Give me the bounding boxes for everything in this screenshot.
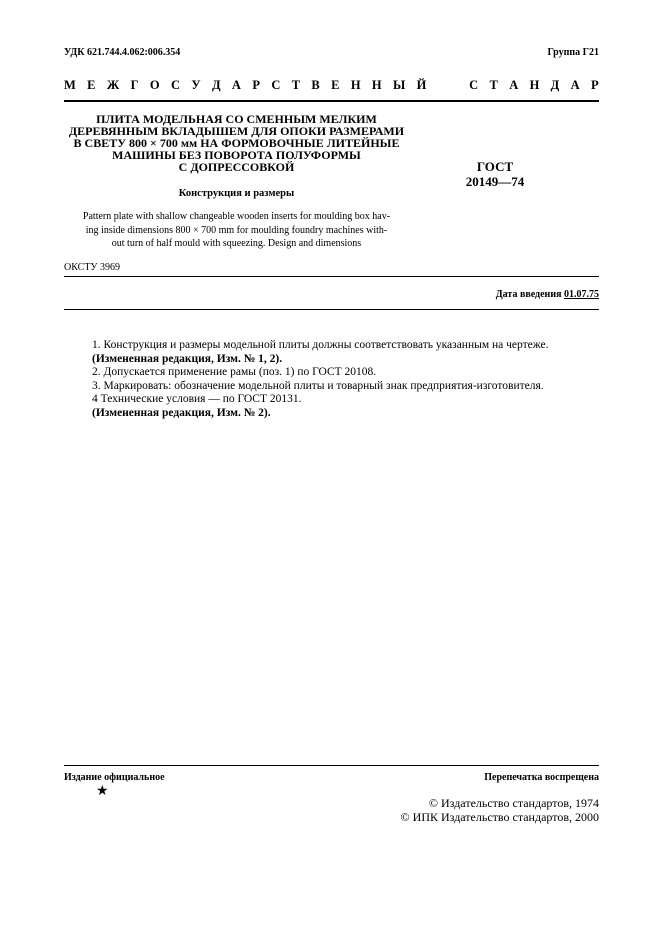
title-line: С ДОПРЕССОВКОЙ [178, 160, 295, 174]
banner-letter: Е [331, 78, 340, 92]
banner-letter: Т [291, 78, 301, 92]
document-title-en [62, 210, 411, 251]
copyright-1974: © Издательство стандартов, 1974 [428, 796, 599, 810]
reprint-prohibited-label: Перепечатка воспрещена [484, 772, 599, 783]
banner-letter: Ы [393, 78, 406, 92]
title-line: МАШИНЫ БЕЗ ПОВОРОТА ПОЛУФОРМЫ [112, 148, 361, 162]
title-line: В СВЕТУ 800 × 700 мм НА ФОРМОВОЧНЫЕ ЛИТЕЙНЫЕ [73, 136, 400, 150]
document-subtitle: Конструкция и размеры [178, 188, 295, 199]
revision-note: (Измененная редакция, Изм. № 1, 2). [92, 352, 283, 365]
document-body [92, 339, 602, 420]
title-line: ПЛИТА МОДЕЛЬНАЯ СО СМЕННЫМ МЕЛКИМ [96, 112, 377, 126]
banner-letter: М [64, 78, 76, 92]
copyright-2000: © ИПК Издательство стандартов, 2000 [400, 810, 599, 824]
title-en-line: out turn of half mould with squeezing. Design and dimensions [111, 238, 362, 249]
banner-letter: Й [416, 78, 427, 92]
okstu-code: ОКСТУ 3969 [64, 262, 121, 273]
banner-letter: Т [489, 78, 498, 92]
banner-letter: Н [350, 78, 361, 92]
title-line: ДЕРЕВЯННЫМ ВКЛАДЫШЕМ ДЛЯ ОПОКИ РАЗМЕРАМИ [68, 124, 405, 138]
banner-letter: С [469, 78, 479, 92]
header-rule [64, 276, 599, 277]
banner-letter: В [311, 78, 320, 92]
udk-code: УДК 621.744.4.062:006.354 [64, 47, 181, 58]
star-icon: ★ [96, 784, 109, 799]
banner-letter: У [191, 78, 201, 92]
group-code: Группа Г21 [547, 47, 599, 58]
banner-rule [64, 100, 599, 102]
banner-letter: А [570, 78, 580, 92]
banner-letter: Н [371, 78, 382, 92]
effective-date [496, 289, 599, 300]
banner-letter: С [271, 78, 281, 92]
banner-letter: Р [591, 78, 599, 92]
banner-letter: Ж [106, 78, 120, 92]
banner-letter: Н [529, 78, 540, 92]
revision-note: (Измененная редакция, Изм. № 2). [92, 406, 271, 419]
title-en-line: Pattern plate with shallow changeable wooden inserts for moulding box hav- [82, 211, 391, 222]
gost-label: ГОСТ [476, 159, 514, 174]
document-title-ru [62, 113, 411, 173]
banner-letter: С [171, 78, 181, 92]
banner-letter: А [509, 78, 519, 92]
banner-letter: Р [252, 78, 260, 92]
banner-letter: Д [550, 78, 560, 92]
title-en-line: ing inside dimensions 800 × 700 mm for moulding foundry machines with- [85, 224, 388, 236]
banner-letter: А [231, 78, 241, 92]
body-paragraph: 3. Маркировать: обозначение модельной плиты и товарный знак предприятия-изготовителя. [92, 379, 544, 392]
footer-rule [64, 765, 599, 766]
banner-letter: Е [87, 78, 96, 92]
body-paragraph: 2. Допускается применение рамы (поз. 1) по ГОСТ 20108. [92, 366, 377, 378]
date-rule [64, 309, 599, 310]
official-edition-label: Издание официальное [64, 772, 165, 783]
date-label: Дата введения [495, 289, 562, 300]
banner-letter: Г [130, 78, 139, 92]
banner-letter: Д [211, 78, 221, 92]
gost-number: 20149—74 [465, 174, 525, 189]
standard-banner [64, 78, 599, 93]
body-paragraph: 4 Технические условия — по ГОСТ 20131. [92, 393, 302, 405]
body-paragraph: 1. Конструкция и размеры модельной плиты должны соответствовать указанным на чертеже. [92, 339, 549, 351]
date-value: 01.07.75 [564, 289, 599, 300]
gost-designation [445, 159, 545, 189]
banner-letter: О [149, 78, 160, 92]
